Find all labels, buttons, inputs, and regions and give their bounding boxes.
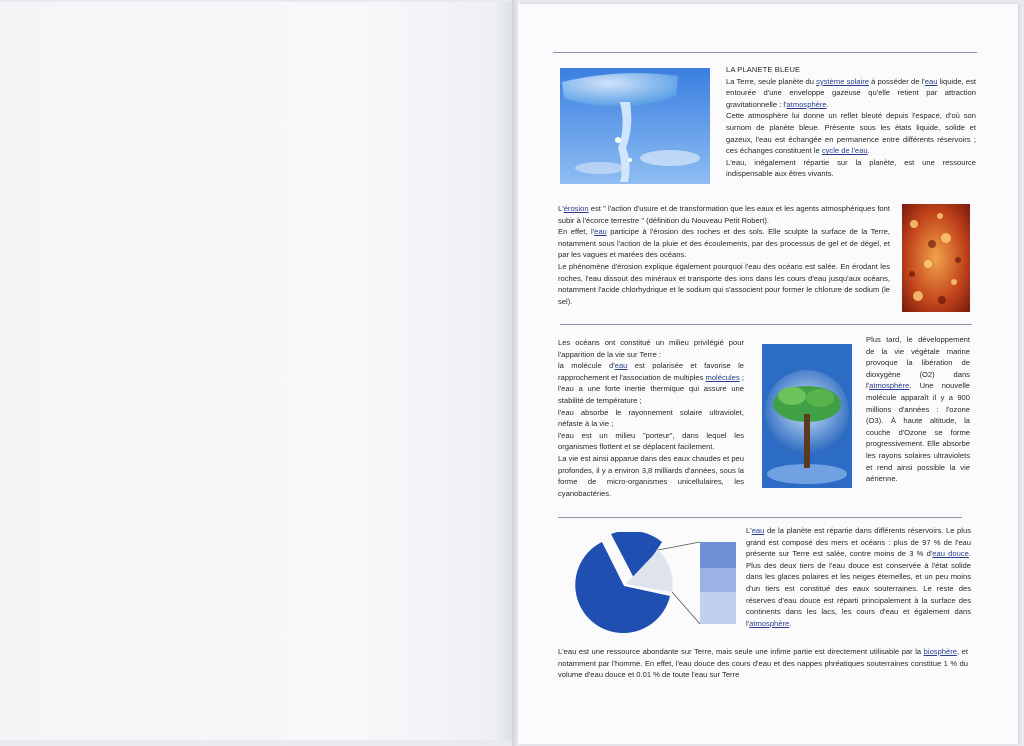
hyperlink[interactable]: eau douce bbox=[932, 549, 969, 559]
section4-bottom-text bbox=[558, 646, 968, 681]
paragraph: La Terre, seule planète du système solaire à posséder de l'eau liquide, est entourée d'une enveloppe gazeuse qu'elle retient par attraction gravitationnelle : l'atmosphère. bbox=[726, 76, 976, 109]
water-distribution-pie-image bbox=[572, 532, 742, 636]
paragraph: Plus tard, le développement de la vie végétale marine provoque la libération de dioxygène (O2) dans l'atmosphère. Une nouvelle molécule apparaît il y a 900 millions d'années : l'ozone (O3). À haute altitude, la couche d'Ozone se forme progressivement. Elle absorbe les rayons solaires ultraviolets et rend ainsi possible la vie aérienne. bbox=[866, 335, 970, 484]
top-rule bbox=[553, 52, 977, 53]
section1-paragraphs bbox=[726, 76, 976, 180]
hyperlink[interactable]: système solaire bbox=[816, 76, 869, 86]
paragraph: l'eau absorbe le rayonnement solaire ultraviolet, néfaste à la vie ; bbox=[558, 407, 744, 429]
section3-left-paragraphs bbox=[558, 337, 744, 499]
hyperlink[interactable]: biosphère bbox=[923, 647, 958, 656]
hyperlink[interactable]: atmosphère bbox=[869, 381, 910, 391]
section2-paragraphs bbox=[558, 203, 890, 307]
hyperlink[interactable]: eau bbox=[594, 227, 607, 237]
paragraph: Les océans ont constitué un milieu privilégié pour l'apparition de la vie sur Terre : bbox=[558, 338, 744, 359]
lava-rock-image bbox=[902, 204, 970, 312]
blank-left-page bbox=[0, 2, 514, 740]
paragraph: L'eau est une ressource abondante sur Terre, mais seule une infime partie est directement utilisable par la biosphère, et notamment par l'homme. En effet, l'eau douce des cours d'eau et des nappes phréatiques souterraines constitue 1 % du volume d'eau douce et 0.01 % de toute l'eau sur Terre bbox=[558, 647, 968, 680]
section1-title: LA PLANETE BLEUE bbox=[726, 65, 801, 74]
paragraph: L'eau, inégalement répartie sur la planète, est une ressource indispensable aux êtres vivants. bbox=[726, 157, 976, 179]
section3-right-paragraphs bbox=[866, 334, 970, 485]
paragraph: la molécule d'eau est polarisée et favorise le rapprochement et l'association de multiples molécules ; bbox=[558, 361, 745, 382]
section4-text bbox=[746, 525, 971, 629]
hyperlink[interactable]: atmosphère bbox=[749, 618, 790, 628]
paragraph: l'eau est un milieu "porteur", dans lequel les organismes flottent et se déplacent facilement. bbox=[558, 430, 744, 452]
paragraph: Cette atmosphère lui donne un reflet bleuté depuis l'espace, d'où son surnom de planète bleue. Présente sous les états liquide, solide et gazeux, l'eau est échangée en permanence entre différents réservoirs ; ces échanges constituent le cycle de l'eau. bbox=[726, 111, 976, 156]
paragraph: La vie est ainsi apparue dans des eaux chaudes et peu profondes, il y a environ 3,8 milliards d'années, sous la forme de micro-organismes unicellulaires, les cyanobactéries. bbox=[558, 453, 744, 498]
document-page bbox=[518, 4, 1018, 744]
section3-rule bbox=[558, 517, 962, 518]
hyperlink[interactable]: atmosphère bbox=[786, 99, 827, 109]
hyperlink[interactable]: molécules bbox=[705, 372, 740, 382]
section4-paragraphs bbox=[746, 525, 971, 629]
section3-left-text bbox=[558, 337, 744, 499]
hyperlink[interactable]: eau bbox=[751, 526, 765, 535]
paragraph: En effet, l'eau participe à l'érosion des roches et des sols. Elle sculpte la surface de la Terre, notamment sous l'action de la pluie et des écoulements, par des processus de gel et de dégel, et par les vagues et marées des océans. bbox=[558, 227, 890, 260]
hyperlink[interactable]: érosion bbox=[563, 204, 589, 213]
paragraph: L'eau de la planète est répartie dans différents réservoirs. Le plus grand est composé des mers et océans : plus de 97 % de l'eau présente sur Terre est salée, contre moins de 3 % d'eau douce. Plus des deux tiers de l'eau douce est conservée à l'état solide dans les glaces polaires et les neiges éternelles, et un peu moins d'un tiers est constitué des eaux souterraines. Le reste des réserves d'eau douce est réparti principalement à la surface des continents dans les lacs, les cours d'eau et également dans l'atmosphère. bbox=[746, 526, 971, 628]
water-splash-image bbox=[560, 68, 710, 184]
hyperlink[interactable]: cycle de l'eau bbox=[821, 146, 868, 156]
section1-text bbox=[726, 64, 976, 180]
hyperlink[interactable]: eau bbox=[924, 76, 938, 86]
section2-text bbox=[558, 203, 890, 307]
section2-rule bbox=[560, 324, 972, 325]
tree-bubble-image bbox=[762, 344, 852, 488]
section4-bottom-paragraph bbox=[558, 646, 968, 681]
hyperlink[interactable]: eau bbox=[614, 361, 628, 371]
paragraph: l'eau a une forte inertie thermique qui assure une stabilité de température ; bbox=[558, 384, 744, 405]
paragraph: Le phénomène d'érosion explique également pourquoi l'eau des océans est salée. En érodant les roches, l'eau dissout des minéraux et transporte des ions dans les cours d'eau jusqu'aux océans, notamment l'acide chlorhydrique et le sodium qui s'associent pour former le chlorure de sodium (le sel). bbox=[558, 261, 890, 306]
section3-right-text bbox=[866, 334, 970, 485]
paragraph: L'érosion est " l'action d'usure et de transformation que les eaux et les agents atmosphériques font subir à l'écorce terrestre " (définition du Nouveau Petit Robert). bbox=[558, 204, 890, 225]
